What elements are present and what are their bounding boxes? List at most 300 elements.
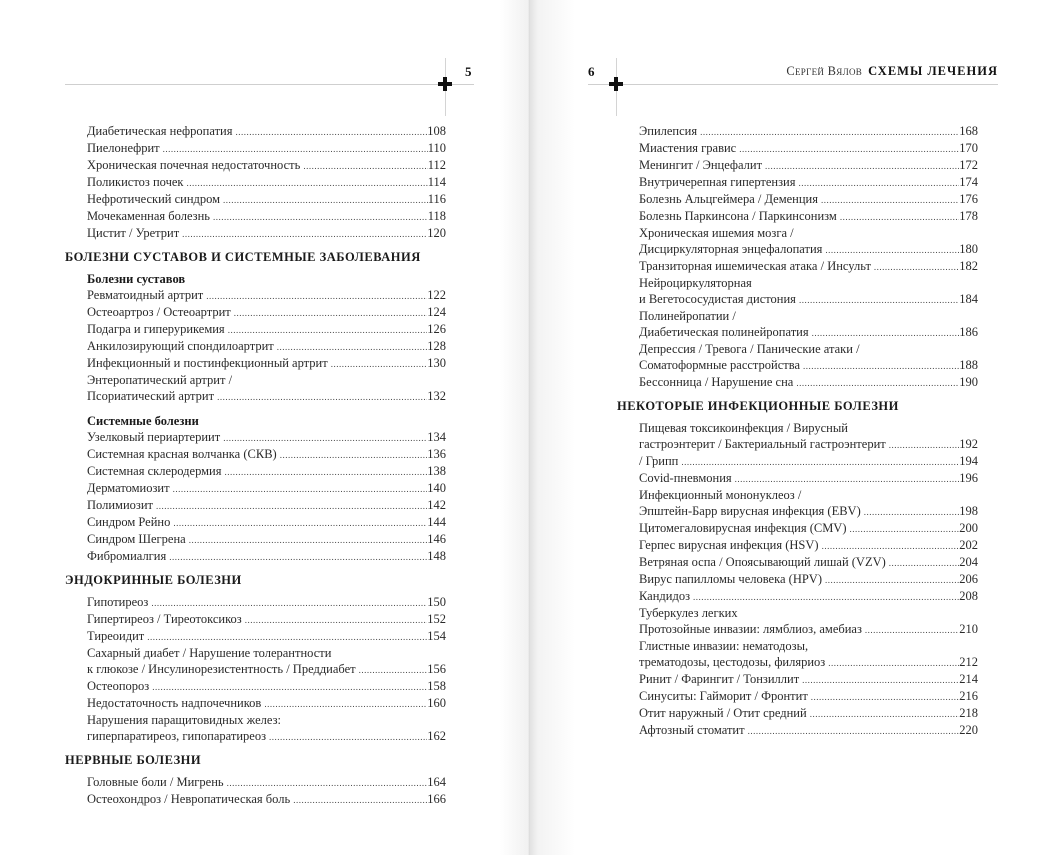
- dot-leader: [169, 549, 427, 565]
- dot-leader: [331, 356, 428, 372]
- dot-leader: [765, 158, 959, 174]
- dot-leader: [359, 662, 428, 678]
- dot-leader: [850, 521, 960, 537]
- entry-row: [87, 191, 446, 208]
- entry-title: / Грипп: [639, 454, 679, 468]
- toc-entry[interactable]: [87, 712, 446, 745]
- entry-title: Синуситы: Гайморит / Фронтит: [639, 689, 808, 703]
- entry-page-number: 118: [427, 209, 446, 223]
- entry-row: [87, 463, 446, 480]
- dot-leader: [748, 723, 960, 739]
- entry-page-number: 184: [959, 292, 978, 306]
- entry-title: Внутричерепная гипертензия: [639, 175, 796, 189]
- entry-row: [87, 594, 446, 611]
- dot-leader: [228, 322, 428, 338]
- entry-title: Пиелонефрит: [87, 141, 160, 155]
- entry-title-line: Энтеропатический артрит /: [87, 373, 233, 387]
- toc-entry[interactable]: [87, 628, 446, 645]
- entry-row: [87, 338, 446, 355]
- dot-leader: [700, 124, 959, 140]
- toc-entry[interactable]: [87, 287, 446, 304]
- entry-row: [87, 140, 446, 157]
- entry-row: [639, 554, 978, 571]
- entry-row: [87, 628, 446, 645]
- toc-entry[interactable]: [639, 123, 978, 140]
- entry-title: Ринит / Фарингит / Тонзиллит: [639, 672, 800, 686]
- entry-title: гастроэнтерит / Бактериальный гастроэнтерит: [639, 437, 886, 451]
- dot-leader: [206, 288, 427, 304]
- entry-row: [87, 531, 446, 548]
- toc-entry[interactable]: [87, 611, 446, 628]
- entry-page-number: 210: [959, 622, 978, 636]
- entry-row: [639, 705, 978, 722]
- entry-page-number: 136: [427, 447, 446, 461]
- entry-page-number: 188: [959, 358, 978, 372]
- dot-leader: [803, 358, 959, 374]
- entry-row: [639, 324, 978, 341]
- dot-leader: [235, 124, 427, 140]
- entry-row: [639, 537, 978, 554]
- entry-row: [639, 191, 978, 208]
- toc-entry[interactable]: [639, 453, 978, 470]
- entry-row: [87, 446, 446, 463]
- entry-row: [639, 436, 978, 453]
- entry-page-number: 206: [959, 572, 978, 586]
- entry-title: Болезнь Альцгеймера / Деменция: [639, 192, 818, 206]
- entry-row: [639, 503, 978, 520]
- toc-entry[interactable]: [87, 304, 446, 321]
- toc-entry[interactable]: [87, 774, 446, 791]
- entry-title: Тиреоидит: [87, 629, 145, 643]
- dot-leader: [799, 292, 959, 308]
- entry-page-number: 130: [427, 356, 446, 370]
- toc-entry[interactable]: [639, 571, 978, 588]
- toc-entry[interactable]: [87, 678, 446, 695]
- toc-entry[interactable]: [87, 372, 446, 405]
- toc-entry[interactable]: [87, 446, 446, 463]
- toc-entries: [639, 123, 978, 391]
- entry-page-number: 158: [427, 679, 446, 693]
- entry-title: Системная склеродермия: [87, 464, 222, 478]
- dot-leader: [825, 242, 959, 258]
- toc-entry[interactable]: [87, 321, 446, 338]
- toc-entry[interactable]: [87, 497, 446, 514]
- entry-page-number: 176: [959, 192, 978, 206]
- toc-entry[interactable]: [639, 420, 978, 453]
- entry-page-number: 112: [427, 158, 446, 172]
- author-name: Сергей Вялов: [786, 64, 863, 78]
- toc-entry[interactable]: [87, 191, 446, 208]
- entry-row: [87, 548, 446, 565]
- entry-row: [639, 571, 978, 588]
- toc-entry[interactable]: [87, 645, 446, 678]
- dot-leader: [796, 375, 959, 391]
- dot-leader: [681, 454, 959, 470]
- entry-title-line: Хроническая ишемия мозга /: [639, 226, 794, 240]
- dot-leader: [739, 141, 959, 157]
- dot-leader: [277, 339, 427, 355]
- toc-entry[interactable]: [639, 520, 978, 537]
- toc-entry[interactable]: [87, 548, 446, 565]
- entry-row: [87, 728, 446, 745]
- dot-leader: [223, 430, 427, 446]
- dot-leader: [798, 175, 959, 191]
- entry-row: [87, 791, 446, 808]
- page-number: 5: [465, 64, 472, 79]
- toc-entry[interactable]: [639, 258, 978, 275]
- entry-title: Дерматомиозит: [87, 481, 170, 495]
- dot-leader: [147, 629, 427, 645]
- entry-title: к глюкозе / Инсулинорезистентность / Преддиабет: [87, 662, 356, 676]
- toc-entry[interactable]: [639, 470, 978, 487]
- toc-entry[interactable]: [87, 157, 446, 174]
- crop-mark-cross-icon: [438, 77, 452, 91]
- entry-title: Дисциркуляторная энцефалопатия: [639, 242, 823, 256]
- entry-title: Эпштейн-Барр вирусная инфекция (EBV): [639, 504, 861, 518]
- right-page: [530, 0, 1060, 855]
- entry-page-number: 192: [959, 437, 978, 451]
- subsection-heading: Болезни суставов: [87, 272, 186, 286]
- toc-entry[interactable]: [639, 275, 978, 308]
- toc-entry[interactable]: [87, 225, 446, 242]
- entry-title: Нефротический синдром: [87, 192, 221, 206]
- entry-row: [87, 157, 446, 174]
- toc-entry[interactable]: [639, 208, 978, 225]
- entry-title: Кандидоз: [639, 589, 691, 603]
- dot-leader: [182, 226, 427, 242]
- entry-title: Гипотиреоз: [87, 595, 149, 609]
- entry-page-number: 190: [959, 375, 978, 389]
- toc-entry[interactable]: [639, 225, 978, 258]
- toc-entry[interactable]: [87, 338, 446, 355]
- entry-title-line: Глистные инвазии: нематодозы,: [639, 639, 809, 653]
- toc-entry[interactable]: [639, 140, 978, 157]
- entry-title: Менингит / Энцефалит: [639, 158, 763, 172]
- entry-page-number: 132: [427, 389, 446, 403]
- entry-title: Анкилозирующий спондилоартрит: [87, 339, 274, 353]
- entry-page-number: 164: [427, 775, 446, 789]
- dot-leader: [152, 679, 427, 695]
- dot-leader: [693, 589, 959, 605]
- toc-entry[interactable]: [87, 123, 446, 140]
- entry-page-number: 122: [427, 288, 446, 302]
- entry-page-number: 150: [427, 595, 446, 609]
- toc-entry[interactable]: [87, 140, 446, 157]
- dot-leader: [828, 655, 959, 671]
- entry-row: [639, 470, 978, 487]
- toc-entry[interactable]: [639, 722, 978, 739]
- toc-entry[interactable]: [87, 355, 446, 372]
- toc-entry[interactable]: [639, 554, 978, 571]
- dot-leader: [293, 792, 427, 808]
- entry-row: [639, 520, 978, 537]
- toc-entries: [87, 429, 446, 565]
- crop-mark-cross-icon: [609, 77, 623, 91]
- dot-leader: [186, 175, 427, 191]
- entry-row: [639, 241, 978, 258]
- entry-title: Узелковый периартериит: [87, 430, 221, 444]
- entry-row: [87, 321, 446, 338]
- dot-leader: [189, 532, 428, 548]
- entry-title: Ревматоидный артрит: [87, 288, 204, 302]
- dot-leader: [173, 481, 428, 497]
- entry-title: Ветряная оспа / Опоясывающий лишай (VZV): [639, 555, 886, 569]
- dot-leader: [889, 555, 959, 571]
- dot-leader: [874, 259, 959, 275]
- entry-title-line: Сахарный диабет / Нарушение толерантности: [87, 646, 332, 660]
- toc-entry[interactable]: [639, 174, 978, 191]
- entry-page-number: 208: [959, 589, 978, 603]
- dot-leader: [213, 209, 428, 225]
- entry-row: [87, 355, 446, 372]
- entry-title: Цистит / Уретрит: [87, 226, 180, 240]
- entry-title: Миастения гравис: [639, 141, 737, 155]
- dot-leader: [280, 447, 428, 463]
- toc-entry[interactable]: [87, 531, 446, 548]
- toc-entry[interactable]: [87, 429, 446, 446]
- toc-entry[interactable]: [87, 480, 446, 497]
- toc-entry[interactable]: [639, 537, 978, 554]
- dot-leader: [269, 729, 427, 745]
- entry-page-number: 134: [427, 430, 446, 444]
- toc-entry[interactable]: [87, 594, 446, 611]
- entry-row: [87, 678, 446, 695]
- dot-leader: [889, 437, 960, 453]
- dot-leader: [224, 464, 427, 480]
- entry-title: Остеохондроз / Невропатическая боль: [87, 792, 291, 806]
- dot-leader: [811, 689, 959, 705]
- entry-row: [87, 429, 446, 446]
- entry-page-number: 218: [959, 706, 978, 720]
- section-heading: БОЛЕЗНИ СУСТАВОВ И СИСТЕМНЫЕ ЗАБОЛЕВАНИЯ: [65, 250, 421, 264]
- book-title: СХЕМЫ ЛЕЧЕНИЯ: [868, 64, 998, 78]
- dot-leader: [821, 192, 959, 208]
- entry-page-number: 186: [959, 325, 978, 339]
- entry-page-number: 170: [959, 141, 978, 155]
- entry-row: [639, 174, 978, 191]
- entry-row: [87, 287, 446, 304]
- dot-leader: [865, 622, 959, 638]
- entry-title: Остеопороз: [87, 679, 150, 693]
- toc-entry[interactable]: [87, 695, 446, 712]
- entry-page-number: 214: [959, 672, 978, 686]
- toc-entry[interactable]: [87, 791, 446, 808]
- entry-title: Диабетическая полинейропатия: [639, 325, 809, 339]
- toc-entry[interactable]: [87, 514, 446, 531]
- dot-leader: [156, 498, 427, 514]
- entry-title: Болезнь Паркинсона / Паркинсонизм: [639, 209, 837, 223]
- dot-leader: [810, 706, 960, 722]
- entry-page-number: 200: [959, 521, 978, 535]
- entry-page-number: 120: [427, 226, 446, 240]
- section-heading: ЭНДОКРИННЫЕ БОЛЕЗНИ: [65, 573, 242, 587]
- section-heading: НЕРВНЫЕ БОЛЕЗНИ: [65, 753, 202, 767]
- entry-row: [639, 722, 978, 739]
- entry-row: [87, 123, 446, 140]
- entry-page-number: 142: [427, 498, 446, 512]
- toc-entries: [639, 420, 978, 739]
- toc-entries: [87, 594, 446, 745]
- entry-page-number: 194: [959, 454, 978, 468]
- toc-entries: [87, 123, 446, 242]
- entry-row: [639, 374, 978, 391]
- entry-row: [87, 388, 446, 405]
- toc-entry[interactable]: [87, 463, 446, 480]
- entry-page-number: 108: [427, 124, 446, 138]
- entry-title: Транзиторная ишемическая атака / Инсульт: [639, 259, 871, 273]
- toc-list: [65, 123, 446, 808]
- entry-page-number: 148: [427, 549, 446, 563]
- entry-title: Инфекционный и постинфекционный артрит: [87, 356, 328, 370]
- dot-leader: [735, 471, 960, 487]
- toc-entry[interactable]: [639, 588, 978, 605]
- dot-leader: [163, 141, 428, 157]
- entry-title: Синдром Рейно: [87, 515, 171, 529]
- entry-title-line: Полинейропатии /: [639, 309, 736, 323]
- entry-page-number: 160: [427, 696, 446, 710]
- entry-page-number: 140: [427, 481, 446, 495]
- entry-row: [639, 357, 978, 374]
- entry-row: [639, 140, 978, 157]
- toc-entry[interactable]: [639, 688, 978, 705]
- entry-title: и Вегетососудистая дистония: [639, 292, 796, 306]
- dot-leader: [840, 209, 959, 225]
- entry-title: Вирус папилломы человека (HPV): [639, 572, 822, 586]
- toc-entry[interactable]: [639, 605, 978, 638]
- toc-entry[interactable]: [87, 208, 446, 225]
- toc-entry[interactable]: [639, 157, 978, 174]
- entry-page-number: 182: [959, 259, 978, 273]
- entry-page-number: 146: [427, 532, 446, 546]
- entry-row: [87, 208, 446, 225]
- dot-leader: [303, 158, 427, 174]
- entry-row: [639, 123, 978, 140]
- entry-title: Головные боли / Мигрень: [87, 775, 224, 789]
- entry-row: [87, 304, 446, 321]
- entry-page-number: 138: [427, 464, 446, 478]
- toc-entry[interactable]: [639, 705, 978, 722]
- entry-title: Хроническая почечная недостаточность: [87, 158, 301, 172]
- toc-entries: [87, 774, 446, 808]
- dot-leader: [822, 538, 960, 554]
- entry-title: Бессонница / Нарушение сна: [639, 375, 794, 389]
- entry-title: Афтозный стоматит: [639, 723, 745, 737]
- entry-row: [639, 258, 978, 275]
- entry-title: гиперпаратиреоз, гипопаратиреоз: [87, 729, 267, 743]
- entry-row: [639, 654, 978, 671]
- dot-leader: [864, 504, 960, 520]
- entry-page-number: 220: [959, 723, 978, 737]
- entry-title-line: Депрессия / Тревога / Панические атаки /: [639, 342, 860, 356]
- dot-leader: [245, 612, 428, 628]
- entry-row: [87, 225, 446, 242]
- header-rule: [588, 84, 998, 85]
- entry-page-number: 216: [959, 689, 978, 703]
- toc-entry[interactable]: [639, 374, 978, 391]
- dot-leader: [825, 572, 959, 588]
- entry-title: Цитомегаловирусная инфекция (CMV): [639, 521, 847, 535]
- entry-page-number: 174: [959, 175, 978, 189]
- entry-page-number: 124: [427, 305, 446, 319]
- toc-entry[interactable]: [639, 671, 978, 688]
- entry-page-number: 154: [427, 629, 446, 643]
- header-rule: [65, 84, 474, 85]
- entry-title: Эпилепсия: [639, 124, 698, 138]
- entry-title: Поликистоз почек: [87, 175, 184, 189]
- toc-entry[interactable]: [639, 638, 978, 671]
- entry-title-line: Пищевая токсикоинфекция / Вирусный: [639, 421, 848, 435]
- entry-page-number: 198: [959, 504, 978, 518]
- entry-row: [639, 671, 978, 688]
- entry-row: [639, 291, 978, 308]
- dot-leader: [264, 696, 427, 712]
- dot-leader: [217, 389, 427, 405]
- entry-row: [87, 174, 446, 191]
- dot-leader: [173, 515, 427, 531]
- toc-entry[interactable]: [87, 174, 446, 191]
- entry-title: Фибромиалгия: [87, 549, 167, 563]
- entry-row: [639, 588, 978, 605]
- entry-row: [639, 688, 978, 705]
- entry-title: Остеоартроз / Остеоартрит: [87, 305, 231, 319]
- toc-entry[interactable]: [639, 191, 978, 208]
- toc-entry[interactable]: [639, 308, 978, 341]
- entry-page-number: 128: [427, 339, 446, 353]
- dot-leader: [223, 192, 428, 208]
- entry-page-number: 178: [959, 209, 978, 223]
- entry-page-number: 162: [427, 729, 446, 743]
- entry-page-number: 156: [427, 662, 446, 676]
- entry-title-line: Нейроциркуляторная: [639, 276, 752, 290]
- entry-row: [87, 661, 446, 678]
- entry-title: Covid-пневмония: [639, 471, 732, 485]
- entry-page-number: 204: [959, 555, 978, 569]
- entry-title-line: Туберкулез легких: [639, 606, 738, 620]
- entry-title: Протозойные инвазии: лямблиоз, амебиаз: [639, 622, 862, 636]
- entry-row: [639, 208, 978, 225]
- dot-leader: [151, 595, 427, 611]
- entry-page-number: 126: [427, 322, 446, 336]
- entry-row: [87, 497, 446, 514]
- entry-page-number: 212: [959, 655, 978, 669]
- dot-leader: [234, 305, 428, 321]
- toc-entries: [87, 287, 446, 405]
- page-number: 6: [588, 64, 595, 79]
- toc-entry[interactable]: [639, 487, 978, 520]
- entry-title: Полимиозит: [87, 498, 153, 512]
- toc-list: [617, 123, 978, 739]
- running-head: [786, 64, 998, 79]
- entry-page-number: 172: [959, 158, 978, 172]
- toc-entry[interactable]: [639, 341, 978, 374]
- dot-leader: [227, 775, 428, 791]
- entry-row: [87, 480, 446, 497]
- entry-title: Системная красная волчанка (СКВ): [87, 447, 277, 461]
- entry-row: [639, 621, 978, 638]
- entry-title: Отит наружный / Отит средний: [639, 706, 807, 720]
- entry-title: Герпес вирусная инфекция (HSV): [639, 538, 819, 552]
- entry-title: Мочекаменная болезнь: [87, 209, 210, 223]
- entry-row: [639, 157, 978, 174]
- entry-page-number: 144: [427, 515, 446, 529]
- entry-title: Псориатический артрит: [87, 389, 215, 403]
- entry-title: Диабетическая нефропатия: [87, 124, 233, 138]
- entry-page-number: 168: [959, 124, 978, 138]
- entry-page-number: 202: [959, 538, 978, 552]
- dot-leader: [812, 325, 960, 341]
- entry-title: Подагра и гиперурикемия: [87, 322, 225, 336]
- entry-page-number: 152: [427, 612, 446, 626]
